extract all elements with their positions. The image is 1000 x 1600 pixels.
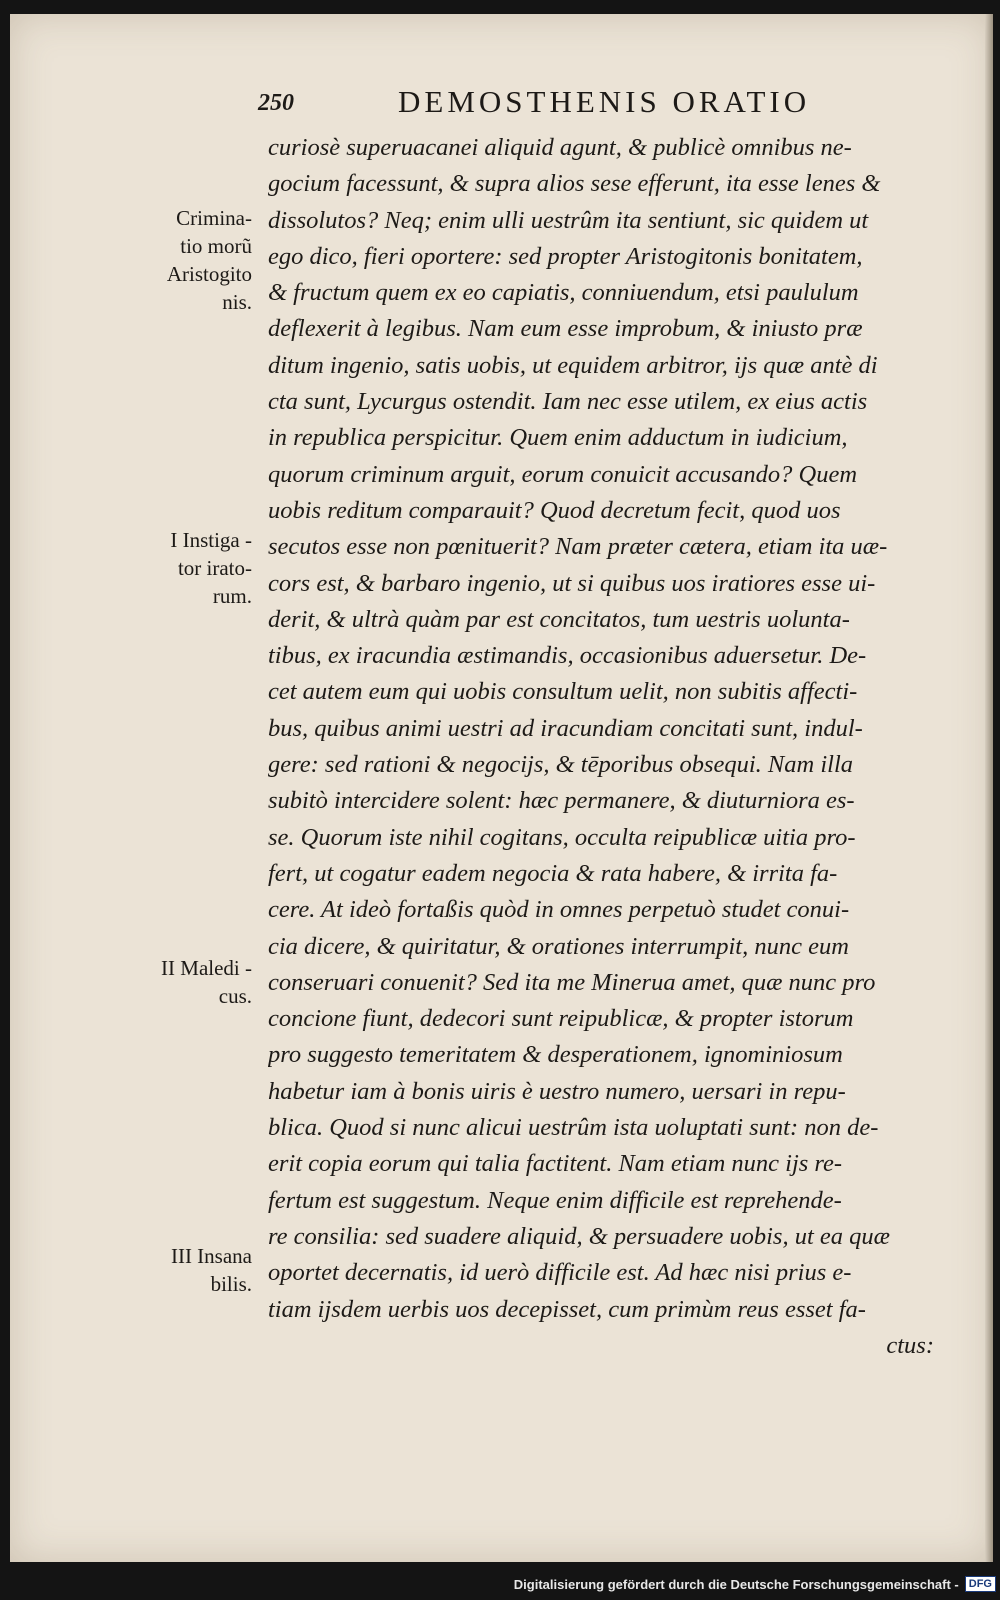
text-line: tiam ijsdem uerbis uos decepisset, cum primùm reus esset fa- (268, 1295, 866, 1323)
text-line: deflexerit à legibus. Nam eum esse improbum, & iniusto præ (268, 315, 863, 343)
margin-note-line: III Insana (170, 1244, 252, 1268)
book-page (10, 14, 993, 1562)
running-title: DEMOSTHENIS ORATIO (398, 84, 811, 119)
text-line: habetur iam à bonis uiris è uestro numero, uersari in repu- (268, 1077, 846, 1105)
text-line: conseruari conuenit? Sed ita me Minerua amet, quæ nunc pro (268, 968, 876, 996)
text-line: fertum est suggestum. Neque enim difficile est reprehende- (268, 1186, 842, 1214)
margin-note-insanabilis (112, 1242, 252, 1298)
digitization-footer (514, 1574, 996, 1594)
margin-note-line: Crimina- (176, 206, 252, 230)
text-line: ctus: (886, 1331, 934, 1359)
text-line: tibus, ex iracundia æstimandis, occasionibus aduersetur. De- (268, 642, 867, 670)
margin-note-maledicus (112, 954, 252, 1010)
text-line: quorum criminum arguit, eorum conuicit accusando? Quem (268, 460, 858, 488)
margin-note-instigator (112, 526, 252, 610)
text-line: cta sunt, Lycurgus ostendit. Iam nec esse utilem, ex eius actis (268, 388, 868, 416)
text-line: ditum ingenio, satis uobis, ut equidem arbitror, ijs quæ antè di (268, 351, 878, 379)
text-line: oportet decernatis, id uerò difficile est. Ad hæc nisi prius e- (268, 1259, 852, 1287)
margin-note-criminatio (122, 204, 252, 316)
margin-note-line: II Maledi - (161, 956, 252, 980)
text-line: cet autem eum qui uobis consultum uelit, non subitis affecti- (268, 678, 858, 706)
page-edge (985, 14, 993, 1562)
text-line: cere. At ideò fortaßis quòd in omnes perpetuò studet conui- (268, 896, 850, 924)
text-line: blica. Quod si nunc alicui uestrûm ista uoluptati sunt: non de- (268, 1114, 879, 1142)
text-line: fert, ut cogatur eadem negocia & rata habere, & irrita fa- (268, 859, 838, 887)
text-line: se. Quorum iste nihil cogitans, occulta reipublicæ uitia pro- (268, 823, 856, 851)
text-line: gocium facessunt, & supra alios sese efferunt, ita esse lenes & (268, 170, 881, 198)
text-line: cors est, & barbaro ingenio, ut si quibus uos iratiores esse ui- (268, 569, 876, 597)
text-line: pro suggesto temeritatem & desperationem, ignominiosum (268, 1041, 843, 1069)
margin-note-line: rum. (212, 584, 252, 608)
text-line: gere: sed rationi & negocijs, & tēporibus obsequi. Nam illa (268, 751, 854, 779)
margin-note-line: bilis. (210, 1272, 252, 1296)
margin-note-line: Aristogito (166, 262, 252, 286)
margin-note-line: nis. (222, 290, 252, 314)
text-line: & fructum quem ex eo capiatis, conniuendum, etsi paululum (268, 279, 859, 307)
text-line: curiosè superuacanei aliquid agunt, & publicè omnibus ne- (268, 134, 852, 161)
page-header (258, 84, 858, 128)
page-number: 250 (258, 90, 294, 116)
margin-note-line: I Instiga - (170, 528, 252, 552)
text-line: derit, & ultrà quàm par est concitatos, tum uestris uolunta- (268, 605, 850, 633)
footer-credit: Digitalisierung gefördert durch die Deutsche Forschungsgemeinschaft - (513, 1576, 959, 1592)
margin-note-line: cus. (218, 984, 252, 1008)
text-line: bus, quibus animi uestri ad iracundiam concitati sunt, indul- (268, 714, 863, 742)
text-line: dissolutos? Neq; enim ulli uestrûm ita sentiunt, sic quidem ut (268, 206, 869, 234)
text-line: uobis reditum comparauit? Quod decretum fecit, quod uos (268, 496, 841, 524)
text-line: cia dicere, & quiritatur, & orationes interrumpit, nunc eum (268, 932, 849, 960)
text-line: secutos esse non pœnituerit? Nam præter cætera, etiam ita uæ- (268, 533, 888, 561)
text-line: in republica perspicitur. Quem enim adductum in iudicium, (268, 424, 848, 452)
text-line: erit copia eorum qui talia factitent. Nam etiam nunc ijs re- (268, 1150, 843, 1178)
text-line: re consilia: sed suadere aliquid, & persuadere uobis, ut ea quæ (268, 1222, 890, 1250)
body-text (268, 130, 948, 1364)
dfg-logo: DFG (965, 1576, 996, 1592)
text-line: subitò intercidere solent: hæc permanere, & diuturniora es- (268, 787, 855, 815)
text-line: concione fiunt, dedecori sunt reipublicæ, & propter istorum (268, 1005, 854, 1033)
margin-note-line: tio morũ (180, 234, 252, 258)
text-line: ego dico, fieri oportere: sed propter Aristogitonis bonitatem, (268, 242, 863, 270)
margin-note-line: tor irato- (177, 556, 252, 580)
